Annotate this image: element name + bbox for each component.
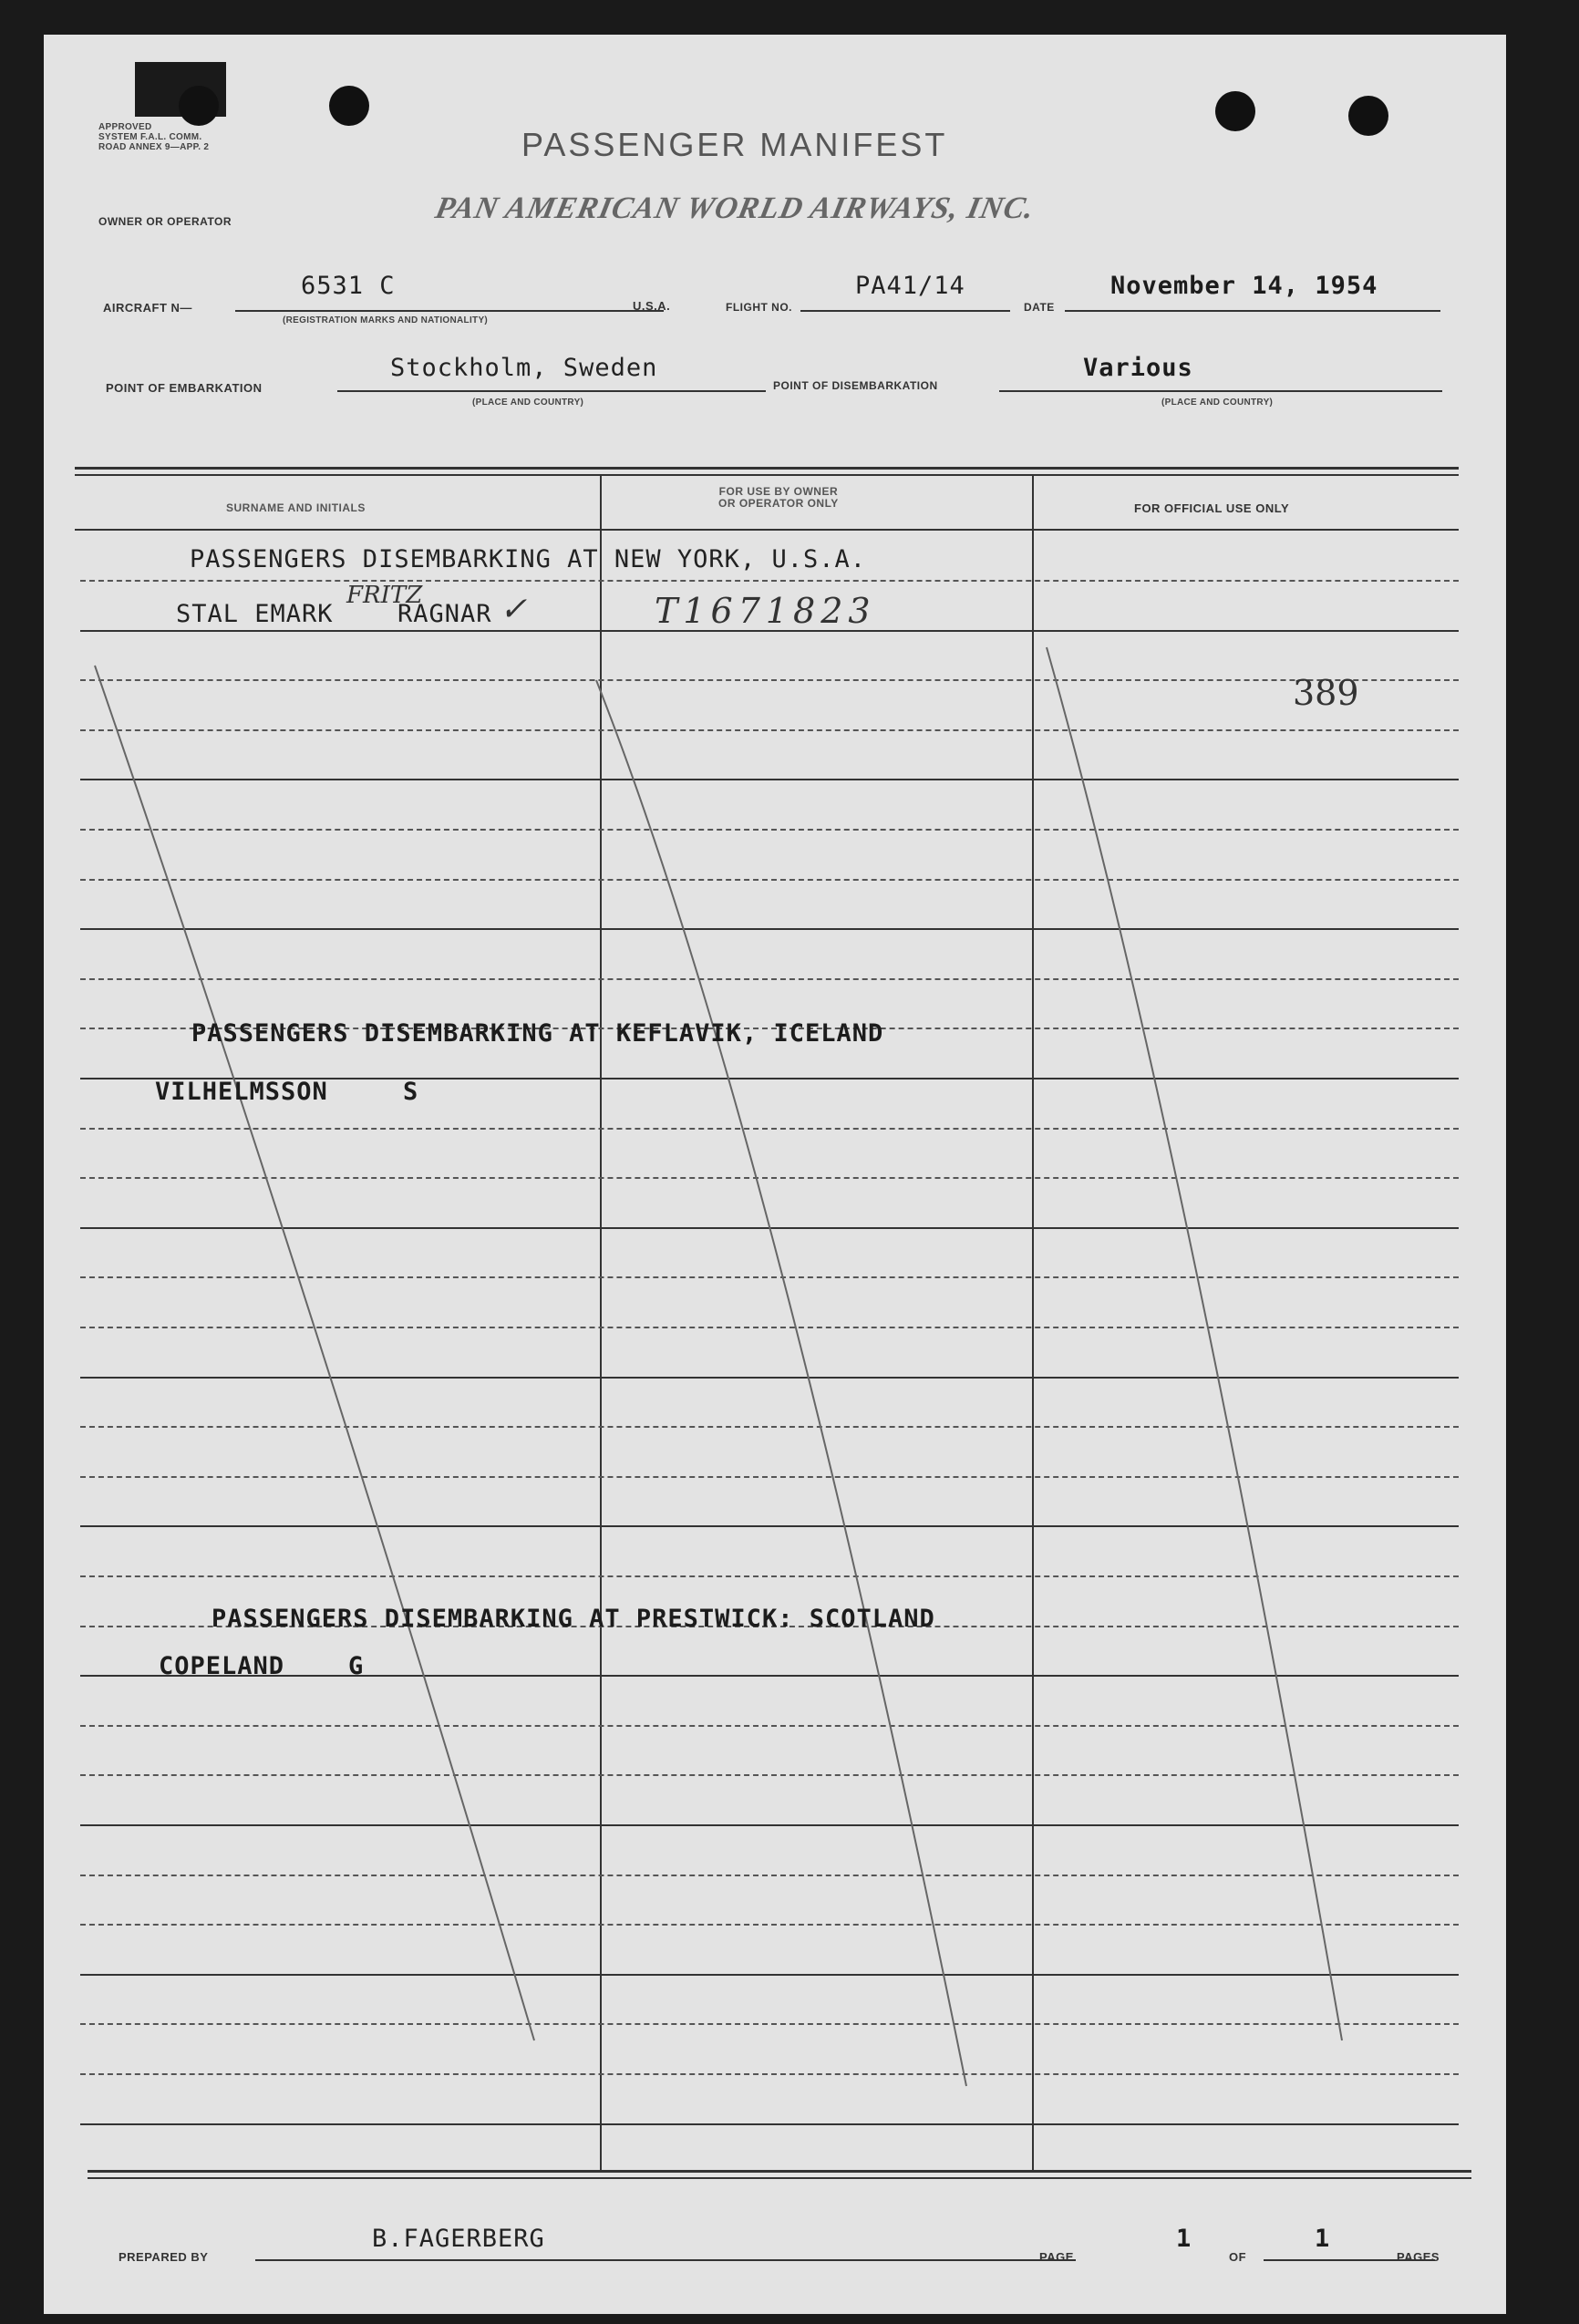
operator-name: PAN AMERICAN WORLD AIRWAYS, INC. (432, 191, 1038, 225)
aircraft-value: 6531 C (301, 272, 396, 300)
handwritten-initial: FRITZ (346, 582, 423, 609)
passenger-name: STAL EMARK (176, 600, 334, 628)
footer-rule-1 (88, 2170, 1471, 2173)
form-title: PASSENGER MANIFEST (521, 126, 948, 163)
ledger-strokes (44, 35, 1506, 2314)
owner-label: OWNER OR OPERATOR (98, 215, 232, 228)
diagonal-stroke-3 (1047, 647, 1342, 2040)
date-label: DATE (1024, 301, 1055, 314)
col-official-header: FOR OFFICIAL USE ONLY (1134, 501, 1290, 515)
place-caption-2: (PLACE AND COUNTRY) (1161, 398, 1274, 408)
disembarkation-value: Various (1083, 354, 1193, 382)
prepared-by: B.FAGERBERG (372, 2225, 545, 2253)
passenger-name: COPELAND (159, 1652, 285, 1680)
flight-value: PA41/14 (855, 272, 965, 300)
section-heading-keflavik: PASSENGERS DISEMBARKING AT KEFLAVIK, ICELAND (191, 1019, 884, 1048)
of-label: OF (1229, 2250, 1247, 2264)
page-label: PAGE (1039, 2250, 1074, 2264)
section-heading-prestwick: PASSENGERS DISEMBARKING AT PRESTWICK: SCOTLAND (212, 1605, 935, 1633)
check-mark: ✓ (500, 591, 528, 628)
place-caption-1: (PLACE AND COUNTRY) (472, 398, 584, 408)
diagonal-stroke-1 (95, 666, 534, 2040)
embarkation-value: Stockholm, Sweden (390, 354, 658, 382)
approval-stamp: APPROVED SYSTEM F.A.L. COMM. ROAD ANNEX 9—APP. 2 (98, 122, 210, 152)
col-owner-header: FOR USE BY OWNER OR OPERATOR ONLY (718, 485, 839, 510)
passenger-initial: G (348, 1652, 365, 1680)
pages-label: PAGES (1397, 2250, 1440, 2264)
pages-count: 1 (1315, 2225, 1331, 2253)
prepared-underline (255, 2259, 1076, 2261)
section-heading-new-york: PASSENGERS DISEMBARKING AT NEW YORK, U.S.A. (190, 545, 866, 573)
page-number: 1 (1176, 2225, 1192, 2253)
col-surname-header: SURNAME AND INITIALS (226, 501, 366, 514)
manifest-paper (44, 35, 1506, 2314)
flight-label: FLIGHT NO. (726, 301, 792, 314)
ticket-number: T1671823 (655, 591, 876, 631)
embarkation-label: POINT OF EMBARKATION (106, 381, 263, 395)
usa-label: U.S.A. (633, 299, 671, 313)
passenger-given: RAGNAR (397, 600, 492, 628)
disembarkation-label: POINT OF DISEMBARKATION (773, 379, 938, 392)
diagonal-stroke-2 (596, 680, 966, 2086)
prepared-label: PREPARED BY (119, 2250, 209, 2264)
official-number: 389 (1293, 673, 1359, 713)
registration-caption: (REGISTRATION MARKS AND NATIONALITY) (283, 315, 489, 325)
passenger-initial: S (403, 1078, 419, 1106)
passenger-name: VILHELMSSON (155, 1078, 328, 1106)
date-value: November 14, 1954 (1110, 272, 1378, 300)
footer-rule-2 (88, 2177, 1471, 2179)
aircraft-label: AIRCRAFT N— (103, 301, 192, 315)
